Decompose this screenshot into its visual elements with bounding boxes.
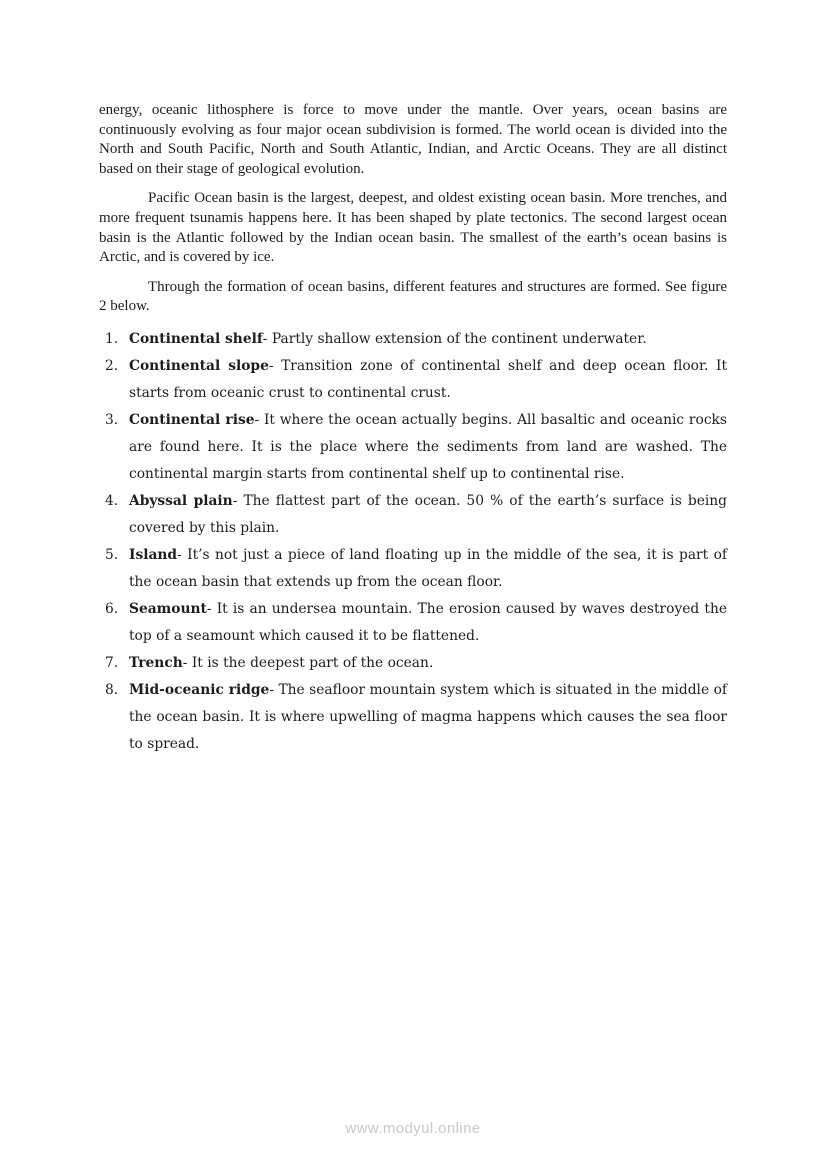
feature-description: - It is an undersea mountain. The erosion caused by waves destroyed the top of a seamount which caused it to be flattened.: [129, 600, 727, 644]
feature-description: - The flattest part of the ocean. 50 % of the earth’s surface is being covered by this plain.: [129, 492, 727, 536]
feature-description: - It’s not just a piece of land floating up in the middle of the sea, it is part of the ocean basin that extends up from the ocean floor.: [129, 546, 727, 590]
feature-term: Continental slope: [129, 357, 269, 374]
list-item-number: 4.: [105, 492, 119, 509]
feature-term: Mid-oceanic ridge: [129, 681, 270, 698]
list-item-text: [129, 326, 727, 353]
feature-description: - Partly shallow extension of the continent underwater.: [262, 330, 647, 347]
paragraph-features-intro: Through the formation of ocean basins, different features and structures are formed. See figure 2 below.: [99, 278, 727, 315]
feature-description: - Transition zone of continental shelf and deep ocean floor. It starts from oceanic crust to continental crust.: [129, 357, 727, 401]
list-item-continental-shelf: [99, 326, 727, 353]
feature-term: Seamount: [129, 600, 207, 617]
list-item-text: [129, 488, 727, 542]
list-item-mid-oceanic-ridge: [99, 677, 727, 758]
list-item-number: 7.: [105, 654, 119, 671]
list-item-number: 3.: [105, 411, 119, 428]
list-item-number: 2.: [105, 357, 119, 374]
feature-description: - The seafloor mountain system which is situated in the middle of the ocean basin. It is where upwelling of magma happens which causes the sea floor to spread.: [129, 681, 727, 752]
feature-term: Abyssal plain: [129, 492, 233, 509]
list-item-number: 8.: [105, 681, 119, 698]
list-item-abyssal-plain: [99, 488, 727, 542]
list-item-seamount: [99, 596, 727, 650]
ocean-features-list: [99, 326, 727, 758]
feature-description: - It where the ocean actually begins. All basaltic and oceanic rocks are found here. It is the place where the sediments from land are washed. The continental margin starts from continental shelf up to continental rise.: [129, 411, 727, 482]
list-item-number: 6.: [105, 600, 119, 617]
page-content: [99, 101, 727, 758]
list-item-number: 1.: [105, 330, 119, 347]
list-item-text: [129, 596, 727, 650]
list-item-text: [129, 542, 727, 596]
footer-watermark: www.modyul.online: [345, 1120, 481, 1137]
list-item-text: [129, 677, 727, 758]
paragraph-ocean-basin-evolution: energy, oceanic lithosphere is force to move under the mantle. Over years, ocean basins are continuously evolving as four major ocean subdivision is formed. The world ocean is divided into the North and South Pacific, North and South Atlantic, Indian, and Arctic Oceans. They are all distinct based on their stage of geological evolution.: [99, 102, 727, 177]
list-item-continental-slope: [99, 353, 727, 407]
feature-term: Island: [129, 546, 178, 563]
feature-term: Continental rise: [129, 411, 255, 428]
list-item-text: [129, 353, 727, 407]
list-item-text: [129, 650, 727, 677]
list-item-trench: [99, 650, 727, 677]
feature-term: Trench: [129, 654, 183, 671]
list-item-continental-rise: [99, 407, 727, 488]
feature-description: - It is the deepest part of the ocean.: [182, 654, 434, 671]
list-item-number: 5.: [105, 546, 119, 563]
feature-term: Continental shelf: [129, 330, 263, 347]
list-item-island: [99, 542, 727, 596]
list-item-text: [129, 407, 727, 488]
paragraph-pacific-ocean-basin: Pacific Ocean basin is the largest, deepest, and oldest existing ocean basin. More trenches, and more frequent tsunamis happens here. It has been shaped by plate tectonics. The second largest ocean basin is the Atlantic followed by the Indian ocean basin. The smallest of the earth’s ocean basins is Arctic, and is covered by ice.: [99, 190, 727, 266]
